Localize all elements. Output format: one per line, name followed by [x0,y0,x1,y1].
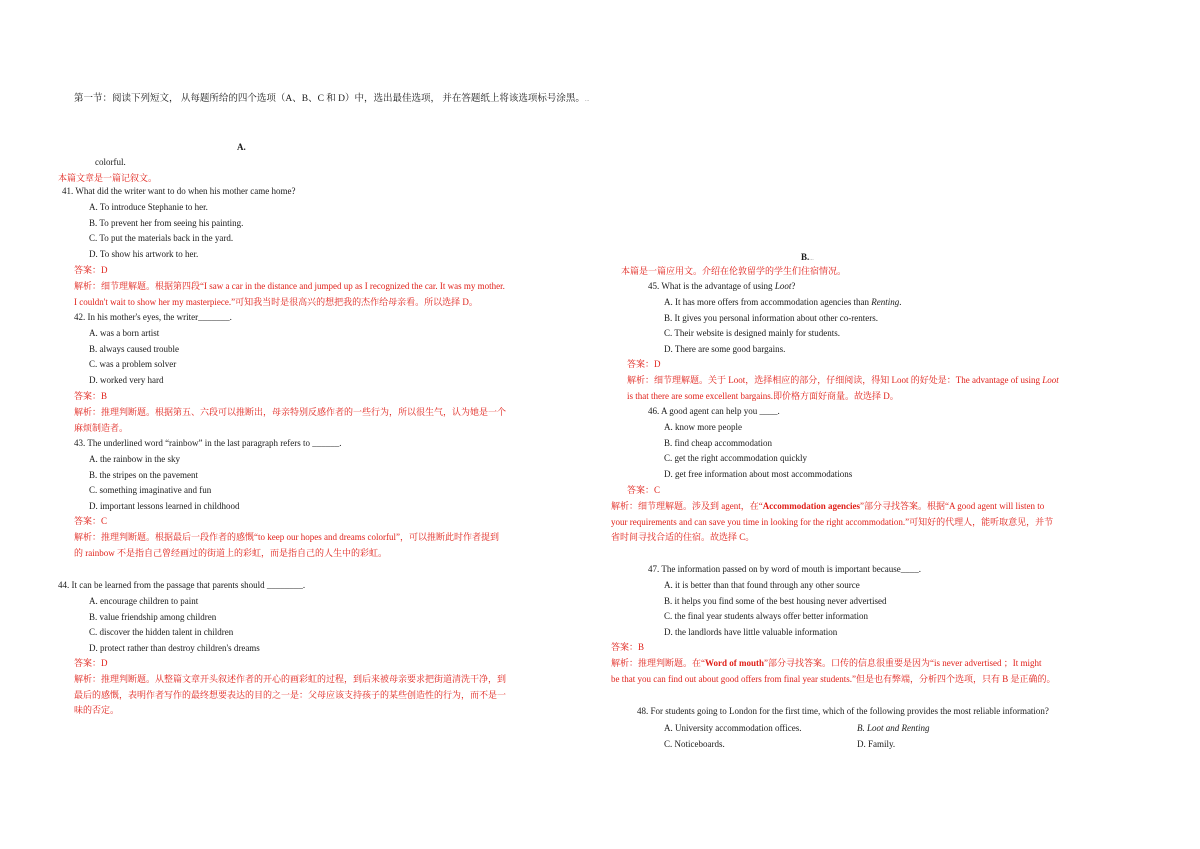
explanation-line: 解析：细节理解题。关于 Loot，选择相应的部分，仔细阅读，得知 Loot 的好处是：The advantage of using Loot [627,375,1059,385]
question-44-options [89,594,260,656]
explanation-line: 的 rainbow 不是指自己曾经画过的街道上的彩虹，而是指自己的人生中的彩虹。 [74,547,387,558]
option-b: B. Loot and Renting [857,723,930,733]
explanation-line: 味的否定。 [74,705,120,716]
question-42-answer [74,389,107,405]
option-a: A. University accommodation offices. [664,723,802,733]
question-44-answer [74,656,108,672]
option-b: B. the stripes on the pavement [89,469,198,480]
question-43 [74,436,342,452]
answer: 答案：B [611,642,645,652]
question-47 [648,562,921,578]
option-a: A. encourage children to paint [89,596,199,606]
explanation-line: 解析：细节理解题。涉及到 agent，在“Accommodation agencies”部分寻找答案。根据“A good agent will listen to [611,501,1045,511]
explanation-line: 解析：推理判断题。从整篇文章开头叙述作者的开心的画彩虹的过程，到后来被母亲要求把街道清洗干净，到 [74,674,507,684]
option-d: D. protect rather than destroy children's dreams [89,642,260,653]
explanation-line: be that you can find out about good offers from final year students.”但是也有弊端，分析四个选项，只有 B 是正确的。 [611,673,1056,684]
option-a: A. it is better than that found through any other source [664,580,860,590]
option-d: D. important lessons learned in childhood [89,500,240,511]
option-a: A. know more people [664,422,742,432]
question-47-options [664,578,886,640]
option-b: B. To prevent her from seeing his painting. [89,217,244,228]
question-45 [648,279,795,295]
option-c: C. was a problem solver [89,359,177,370]
question-47-answer [611,640,644,656]
question-44-explanation [74,672,506,719]
section-instruction [74,92,594,108]
question-44 [58,578,305,594]
passage-a-note: 本篇文章是一篇记叙文。 [58,173,158,183]
answer: 答案：B [74,391,108,401]
question-stem: 46. A good agent can help you ____. [648,406,780,416]
question-43-options [89,452,239,514]
question-stem: 42. In his mother's eyes, the writer_______. [74,312,232,322]
question-43-answer [74,514,107,530]
question-stem: 45. What is the advantage of using Loot? [648,281,796,291]
explanation-line: 解析：推理判断题。根据第五、六段可以推断出，母亲特别反感作者的一些行为，所以很生气，认为她是一个 [74,407,507,417]
answer: 答案：C [74,516,108,526]
question-48 [637,704,1049,720]
option-c: C. discover the hidden talent in children [89,627,234,638]
explanation-line: 解析：细节理解题。根据第四段“I saw a car in the distance and jumped up as I recognized the car. It was my mother. [74,281,505,291]
instruction-mark: ... [584,97,590,103]
question-46-answer [627,483,660,499]
option-b: B. value friendship among children [89,611,217,622]
question-42-explanation [74,405,506,436]
explanation-line: 最后的感慨，表明作者写作的最终想要表达的目的之一是：父母应该支持孩子的某些创造性的行为，而不是一 [74,689,507,700]
passage-b-note: 本篇是一篇应用文。介绍在伦敦留学的学生们住宿情况。 [621,266,847,276]
explanation-line: 麻烦制造者。 [74,422,129,433]
explanation-line: I couldn't wait to show her my masterpiece.”可知我当时是很高兴的想把我的杰作给母亲看。所以选择 D。 [74,296,478,307]
question-45-answer [627,357,661,373]
option-d: D. the landlords have little valuable information [664,626,838,637]
question-stem: 48. For students going to London for the first time, which of the following provides the most reliable information? [637,706,1049,716]
explanation-line: 解析：推理判断题。在“Word of mouth”部分寻找答案。口传的信息很重要是因为“is never advertised ；It might [611,658,1042,668]
question-42 [74,310,232,326]
question-46 [648,404,780,420]
question-47-explanation [611,656,1056,687]
option-a: A. To introduce Stephanie to her. [89,202,208,212]
answer: 答案：D [74,265,108,275]
question-46-explanation [611,499,1053,546]
option-c: C. Their website is designed mainly for students. [664,328,841,339]
question-stem: 44. It can be learned from the passage that parents should ________. [58,580,306,590]
option-a: A. It has more offers from accommodation agencies than Renting. [664,297,902,307]
option-d: D. Family. [857,739,896,749]
explanation-line: 解析：推理判断题。根据最后一段作者的感慨“to keep our hopes and dreams colorful”，可以推断此时作者提到 [74,532,499,542]
explanation-line: is that there are some excellent bargains.即价格方面好商量。故选择 D。 [627,390,899,401]
option-b: B. It gives you personal information about other co-renters. [664,312,878,323]
section-b-label [801,251,814,265]
question-stem: 43. The underlined word “rainbow” in the last paragraph refers to ______. [74,438,342,448]
question-42-options [89,326,179,388]
option-d: D. get free information about most accommodations [664,468,853,479]
question-41-explanation [74,279,505,310]
answer: 答案：C [627,485,661,495]
answer: 答案：D [74,658,108,668]
option-c: C. get the right accommodation quickly [664,453,807,464]
option-b: B. find cheap accommodation [664,437,772,448]
question-43-explanation [74,530,499,561]
question-45-explanation [627,373,1059,404]
option-c: C. Noticeboards. [664,739,725,749]
passage-fragment: colorful. [95,157,126,167]
option-a: A. was a born artist [89,328,160,338]
question-45-options [664,295,902,357]
answer: 答案：D [627,359,661,369]
option-b: B. always caused trouble [89,343,179,354]
question-41-answer [74,263,108,279]
section-a-label: A. [237,142,246,152]
section-b-text: B. [801,252,810,262]
explanation-line: your requirements and can save you time in looking for the right accommodation.”可知好的代理人，能听取意见，并节 [611,516,1054,527]
option-c: C. the final year students always offer better information [664,611,869,622]
question-41 [62,184,296,200]
option-d: D. To show his artwork to her. [89,248,199,259]
instruction-text: 第一节：阅读下列短文， 从每题所给的四个选项（A、B、C 和 D）中，选出最佳选项， 并在答题纸上将该选项标号涂黑。 [74,94,585,104]
question-41-options [89,200,243,262]
option-d: D. There are some good bargains. [664,343,786,354]
option-b: B. it helps you find some of the best housing never advertised [664,595,887,606]
explanation-line: 省时间寻找合适的住宿。故选择 C。 [611,532,755,543]
option-d: D. worked very hard [89,374,164,385]
question-stem: 47. The information passed on by word of mouth is important because____. [648,564,922,574]
section-b-mark: ... [809,256,814,262]
question-stem: 41. What did the writer want to do when his mother came home? [62,186,296,196]
option-c: C. To put the materials back in the yard. [89,233,234,244]
option-c: C. something imaginative and fun [89,485,212,496]
option-a: A. the rainbow in the sky [89,454,180,464]
question-46-options [664,420,852,482]
